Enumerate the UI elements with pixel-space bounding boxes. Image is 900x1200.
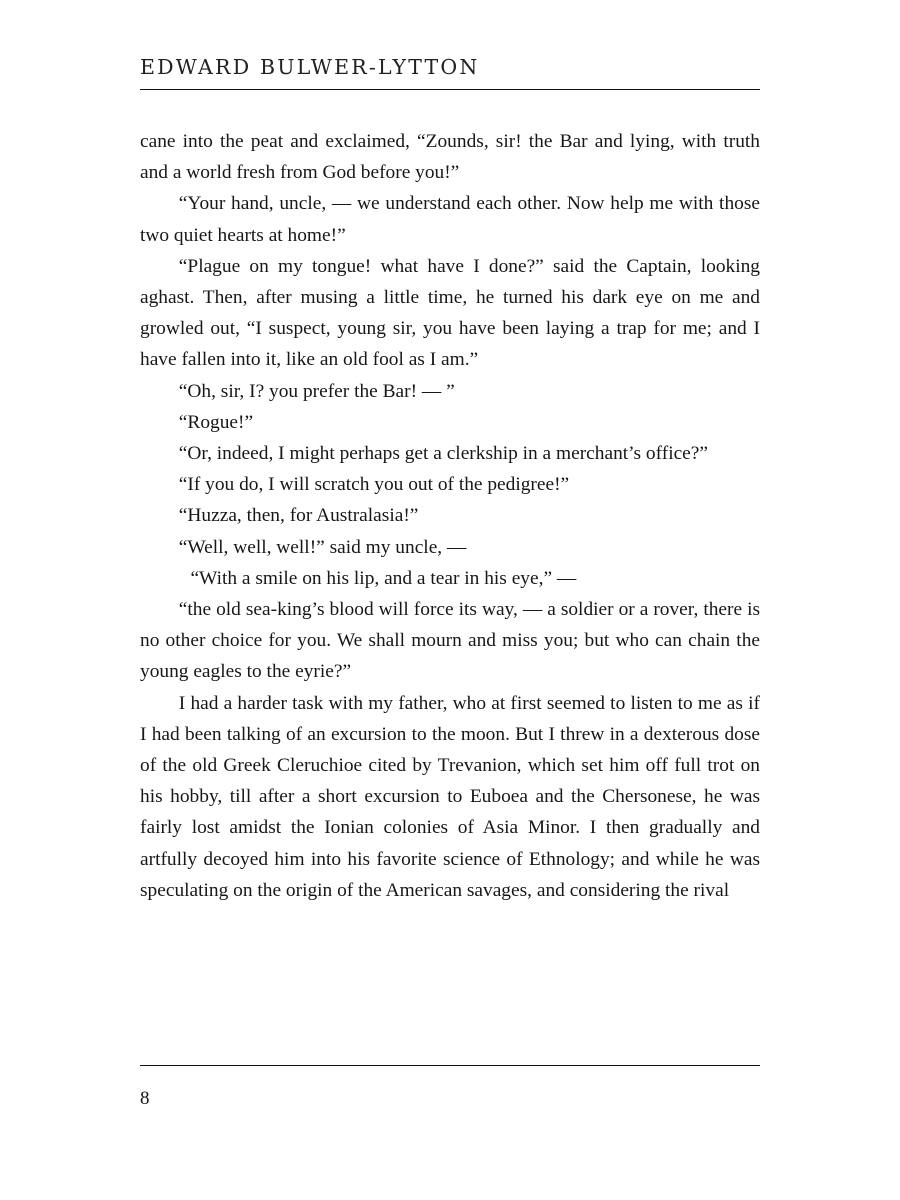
page-content xyxy=(140,55,760,906)
running-head-author: EDWARD BULWER-LYTTON xyxy=(140,55,480,79)
paragraph: “Oh, sir, I? you prefer the Bar! — ” xyxy=(178,380,455,402)
footer-rule xyxy=(140,1065,760,1066)
paragraph: “Huzza, then, for Australasia!” xyxy=(178,505,419,527)
paragraph: “Or, indeed, I might perhaps get a clerkship in a merchant’s office?” xyxy=(178,443,709,465)
page-footer xyxy=(140,1065,760,1110)
paragraph: cane into the peat and exclaimed, “Zounds, sir! the Bar and lying, with truth and a world fresh from God before you!” xyxy=(140,131,760,184)
paragraph: “Well, well, well!” said my uncle, — xyxy=(178,536,467,558)
paragraph: “Rogue!” xyxy=(178,411,254,433)
body-text xyxy=(140,126,760,906)
paragraph: “Plague on my tongue! what have I done?” said the Captain, looking aghast. Then, after musing a little time, he turned his dark eye on me and growled out, “I suspect, young sir, you have been laying a trap for me; and I have fallen into it, like an old fool as I am.” xyxy=(140,255,760,371)
header-rule xyxy=(140,89,760,90)
paragraph: “If you do, I will scratch you out of the pedigree!” xyxy=(178,474,570,496)
paragraph: I had a harder task with my father, who at first seemed to listen to me as if I had been talking of an excursion to the moon. But I threw in a dexterous dose of the old Greek Cleruchioe cited by Trevanion, which set him off full trot on his hobby, till after a short excursion to Euboea and the Chersonese, he was fairly lost amidst the Ionian colonies of Asia Minor. I then gradually and artfully decoyed him into his favorite science of Ethnology; and while he was speculating on the origin of the American savages, and considering the rival xyxy=(140,692,760,901)
page-number: 8 xyxy=(140,1088,150,1109)
paragraph: “the old sea-king’s blood will force its way, — a soldier or a rover, there is no other choice for you. We shall mourn and miss you; but who can chain the young eagles to the eyrie?” xyxy=(140,599,760,683)
paragraph-quotation: “With a smile on his lip, and a tear in his eye,” — xyxy=(190,567,577,589)
paragraph: “Your hand, uncle, — we understand each other. Now help me with those two quiet hearts at home!” xyxy=(140,193,760,246)
